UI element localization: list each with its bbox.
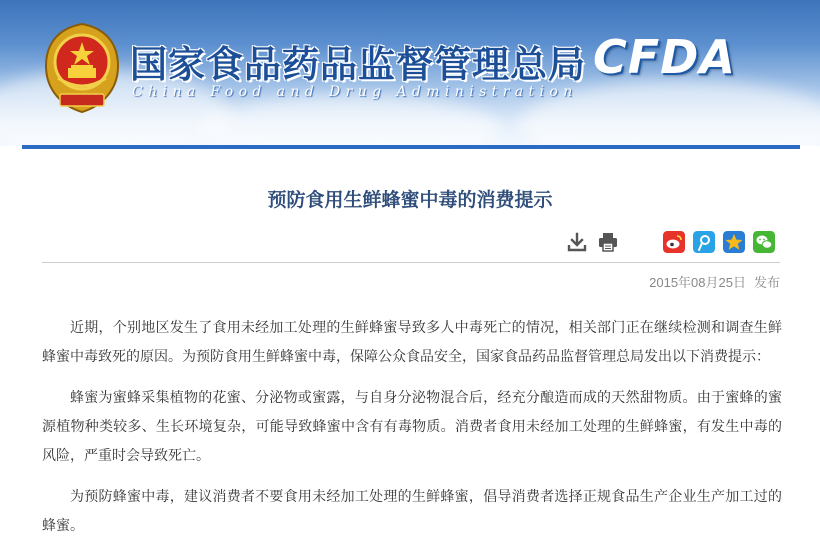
article-paragraph: 为预防蜂蜜中毒，建议消费者不要食用未经加工处理的生鲜蜂蜜，倡导消费者选择正规食品生产企业生产加工过的蜂蜜。 bbox=[42, 489, 782, 534]
download-icon[interactable] bbox=[567, 232, 587, 252]
header-divider bbox=[22, 145, 800, 149]
cfda-logo: CFDA bbox=[593, 30, 736, 84]
article-paragraph: 蜂蜜为蜜蜂采集植物的花蜜、分泌物或蜜露，与自身分泌物混合后，经充分酿造而成的天然甜物质。由于蜜蜂的蜜源植物种类较多、生长环境复杂，可能导致蜂蜜中含有有毒物质。消费者食用未经加工处理的生鲜蜂蜜，有发生中毒的风险，严重时会导致死亡。 bbox=[42, 390, 782, 464]
publish-date: 2015年08月25日 bbox=[649, 275, 746, 290]
print-icon[interactable] bbox=[598, 232, 618, 252]
qzone-icon[interactable] bbox=[723, 231, 745, 253]
header-banner bbox=[0, 0, 820, 146]
article-title: 预防食用生鲜蜂蜜中毒的消费提示 bbox=[267, 189, 553, 211]
publish-info bbox=[641, 272, 780, 291]
agency-name-en: China Food and Drug Administration bbox=[132, 84, 578, 100]
title-divider bbox=[42, 262, 780, 263]
wechat-icon[interactable] bbox=[753, 231, 775, 253]
weibo-icon[interactable] bbox=[663, 231, 685, 253]
cloud-decoration bbox=[200, 95, 500, 146]
agency-name-cn: 国家食品药品监督管理总局 bbox=[130, 42, 586, 86]
article-paragraph: 近期，个别地区发生了食用未经加工处理的生鲜蜂蜜导致多人中毒死亡的情况，相关部门正在继续检测和调查生鲜蜂蜜中毒致死的原因。为预防食用生鲜蜂蜜中毒，保障公众食品安全，国家食品药品监督管理总局发出以下消费提示： bbox=[42, 320, 782, 365]
publish-label: 发布 bbox=[753, 275, 780, 290]
national-emblem-icon bbox=[42, 22, 122, 114]
tencent-weibo-icon[interactable] bbox=[693, 231, 715, 253]
